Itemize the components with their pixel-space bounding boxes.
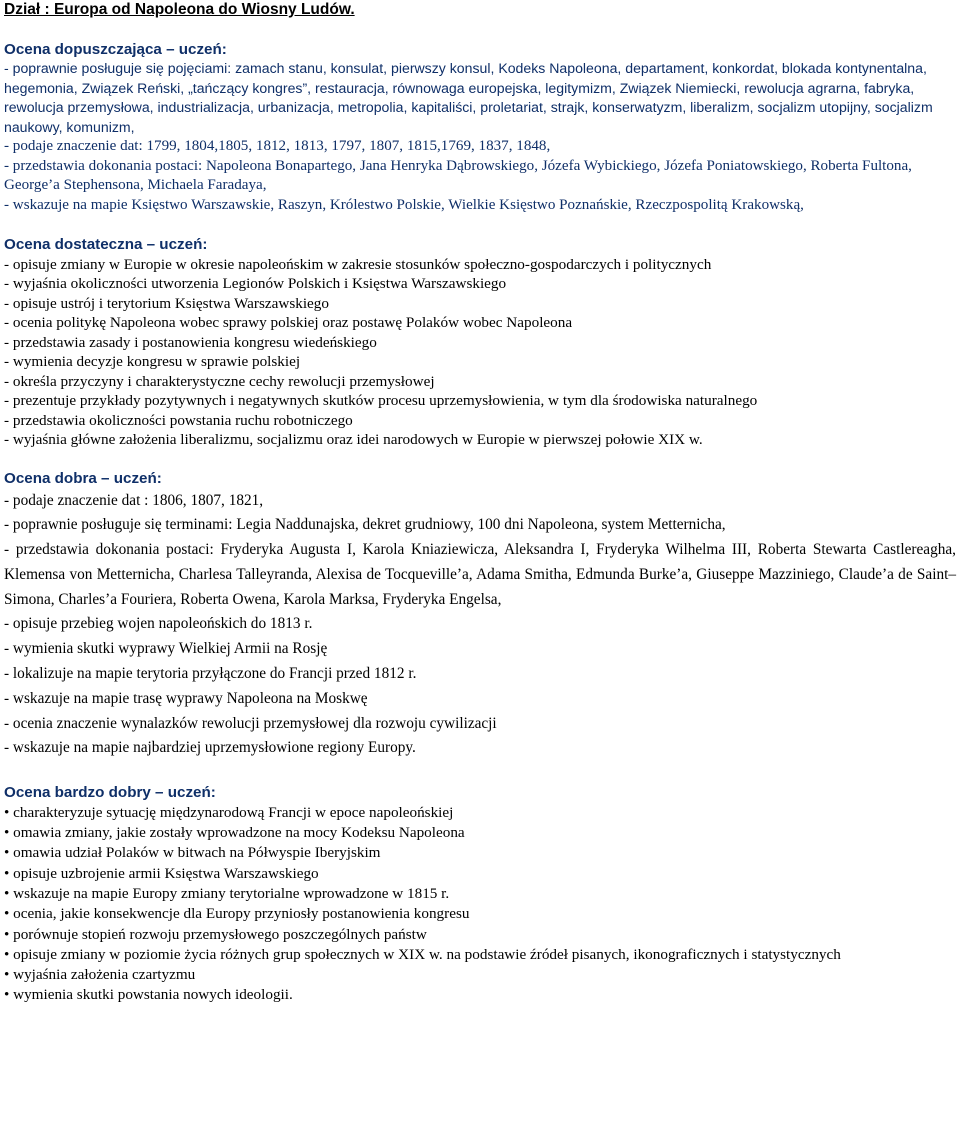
- list-item: - poprawnie posługuje się pojęciami: zamach stanu, konsulat, pierwszy konsul, Kodeks Napoleona, departament, konkordat, blokada kontynentalna, hegemonia, Związek Reński, „tańczący kongres”, restauracja, równowaga europejska, legitymizm, Związek Niemiecki, rewolucja agrarna, fabryka, rewolucja przemysłowa, industrializacja, urbanizacja, metropolia, kapitaliści, proletariat, strajk, konserwatyzm, liberalizm, socjalizm utopijny, socjalizm naukowy, komunizm,: [4, 60, 933, 135]
- section-ocena-dostateczna: [4, 235, 956, 450]
- list-item: - ocenia znaczenie wynalazków rewolucji przemysłowej dla rozwoju cywilizacji: [4, 714, 497, 732]
- list-item: • opisuje zmiany w poziomie życia różnych grup społecznych w XIX w. na podstawie źródeł pisanych, ikonograficznych i statystycznych: [4, 945, 841, 963]
- list-item: - wyjaśnia okoliczności utworzenia Legionów Polskich i Księstwa Warszawskiego: [4, 275, 507, 292]
- list-item: - ocenia politykę Napoleona wobec sprawy polskiej oraz postawę Polaków wobec Napoleona: [4, 314, 573, 331]
- list-item: • ocenia, jakie konsekwencje dla Europy przyniosły postanowienia kongresu: [4, 905, 470, 923]
- list-item: - opisuje przebieg wojen napoleońskich do 1813 r.: [4, 615, 313, 633]
- document-page: [4, 0, 956, 1006]
- list-item: - przedstawia dokonania postaci: Napoleona Bonapartego, Jana Henryka Dąbrowskiego, Józefa Wybickiego, Józefa Poniatowskiego, Roberta Fultona, George’a Stephensona, Michaela Faradaya,: [4, 157, 912, 193]
- list-item: - wymienia skutki wyprawy Wielkiej Armii na Rosję: [4, 640, 328, 658]
- section-heading: Ocena dopuszczająca – uczeń:: [4, 40, 227, 58]
- list-item: • wyjaśnia założenia czartyzmu: [4, 966, 196, 984]
- document-title: Dział : Europa od Napoleona do Wiosny Ludów.: [4, 1, 355, 18]
- list-item: - opisuje ustrój i terytorium Księstwa Warszawskiego: [4, 294, 329, 312]
- list-item: - wymienia decyzje kongresu w sprawie polskiej: [4, 353, 301, 370]
- section-heading: Ocena dobra – uczeń:: [4, 469, 162, 487]
- list-item: • charakteryzuje sytuację międzynarodową Francji w epoce napoleońskiej: [4, 803, 454, 821]
- list-item: • porównuje stopień rozwoju przemysłowego poszczególnych państw: [4, 925, 427, 943]
- list-item: • opisuje uzbrojenie armii Księstwa Warszawskiego: [4, 864, 319, 882]
- list-item: - wskazuje na mapie trasę wyprawy Napoleona na Moskwę: [4, 689, 368, 707]
- list-item: - określa przyczyny i charakterystyczne cechy rewolucji przemysłowej: [4, 372, 435, 390]
- list-item: - podaje znaczenie dat : 1806, 1807, 1821,: [4, 491, 264, 509]
- list-item: - przedstawia zasady i postanowienia kongresu wiedeńskiego: [4, 333, 377, 351]
- list-item: - przedstawia okoliczności powstania ruchu robotniczego: [4, 411, 353, 429]
- list-item: - prezentuje przykłady pozytywnych i negatywnych skutków procesu uprzemysłowienia, w tym dla środowiska naturalnego: [4, 392, 758, 409]
- list-item: - poprawnie posługuje się terminami: Legia Naddunajska, dekret grudniowy, 100 dni Napoleona, system Metternicha,: [4, 516, 726, 534]
- section-heading: Ocena dostateczna – uczeń:: [4, 236, 208, 253]
- list-item: - wskazuje na mapie Księstwo Warszawskie, Raszyn, Królestwo Polskie, Wielkie Księstwo Poznańskie, Rzeczpospolitą Krakowską,: [4, 196, 804, 213]
- list-item: • omawia zmiany, jakie zostały wprowadzone na mocy Kodeksu Napoleona: [4, 824, 465, 842]
- list-item: - wskazuje na mapie najbardziej uprzemysłowione regiony Europy.: [4, 739, 416, 757]
- section-heading: Ocena bardzo dobry – uczeń:: [4, 784, 216, 802]
- list-item: - opisuje zmiany w Europie w okresie napoleońskim w zakresie stosunków społeczno-gospodarczych i politycznych: [4, 255, 712, 273]
- section-ocena-bardzo-dobry: [4, 783, 956, 1005]
- list-item: - lokalizuje na mapie terytoria przyłączone do Francji przed 1812 r.: [4, 665, 417, 683]
- section-ocena-dobra: [4, 469, 956, 762]
- list-item: • omawia udział Polaków w bitwach na Półwyspie Iberyjskim: [4, 844, 381, 862]
- list-item: • wskazuje na mapie Europy zmiany terytorialne wprowadzone w 1815 r.: [4, 884, 450, 902]
- list-item: - podaje znaczenie dat: 1799, 1804,1805, 1812, 1813, 1797, 1807, 1815,1769, 1837, 1848,: [4, 138, 551, 154]
- list-item: - przedstawia dokonania postaci: Fryderyka Augusta I, Karola Kniaziewicza, Aleksandra I, Fryderyka Wilhelma III, Roberta Stewarta Castlereagha, Klemensa von Metternicha, Charlesa Talleyranda, Alexisa de Tocqueville’a, Adama Smitha, Edmunda Burke’a, Giuseppe Mazziniego, Claude’a de Saint–Simona, Charles’a Fouriera, Roberta Owena, Karola Marksa, Fryderyka Engelsa,: [4, 541, 956, 608]
- list-item: • wymienia skutki powstania nowych ideologii.: [4, 986, 293, 1004]
- list-item: - wyjaśnia główne założenia liberalizmu, socjalizmu oraz idei narodowych w Europie w pierwszej połowie XIX w.: [4, 431, 703, 448]
- section-ocena-dopuszczajaca: [4, 40, 956, 216]
